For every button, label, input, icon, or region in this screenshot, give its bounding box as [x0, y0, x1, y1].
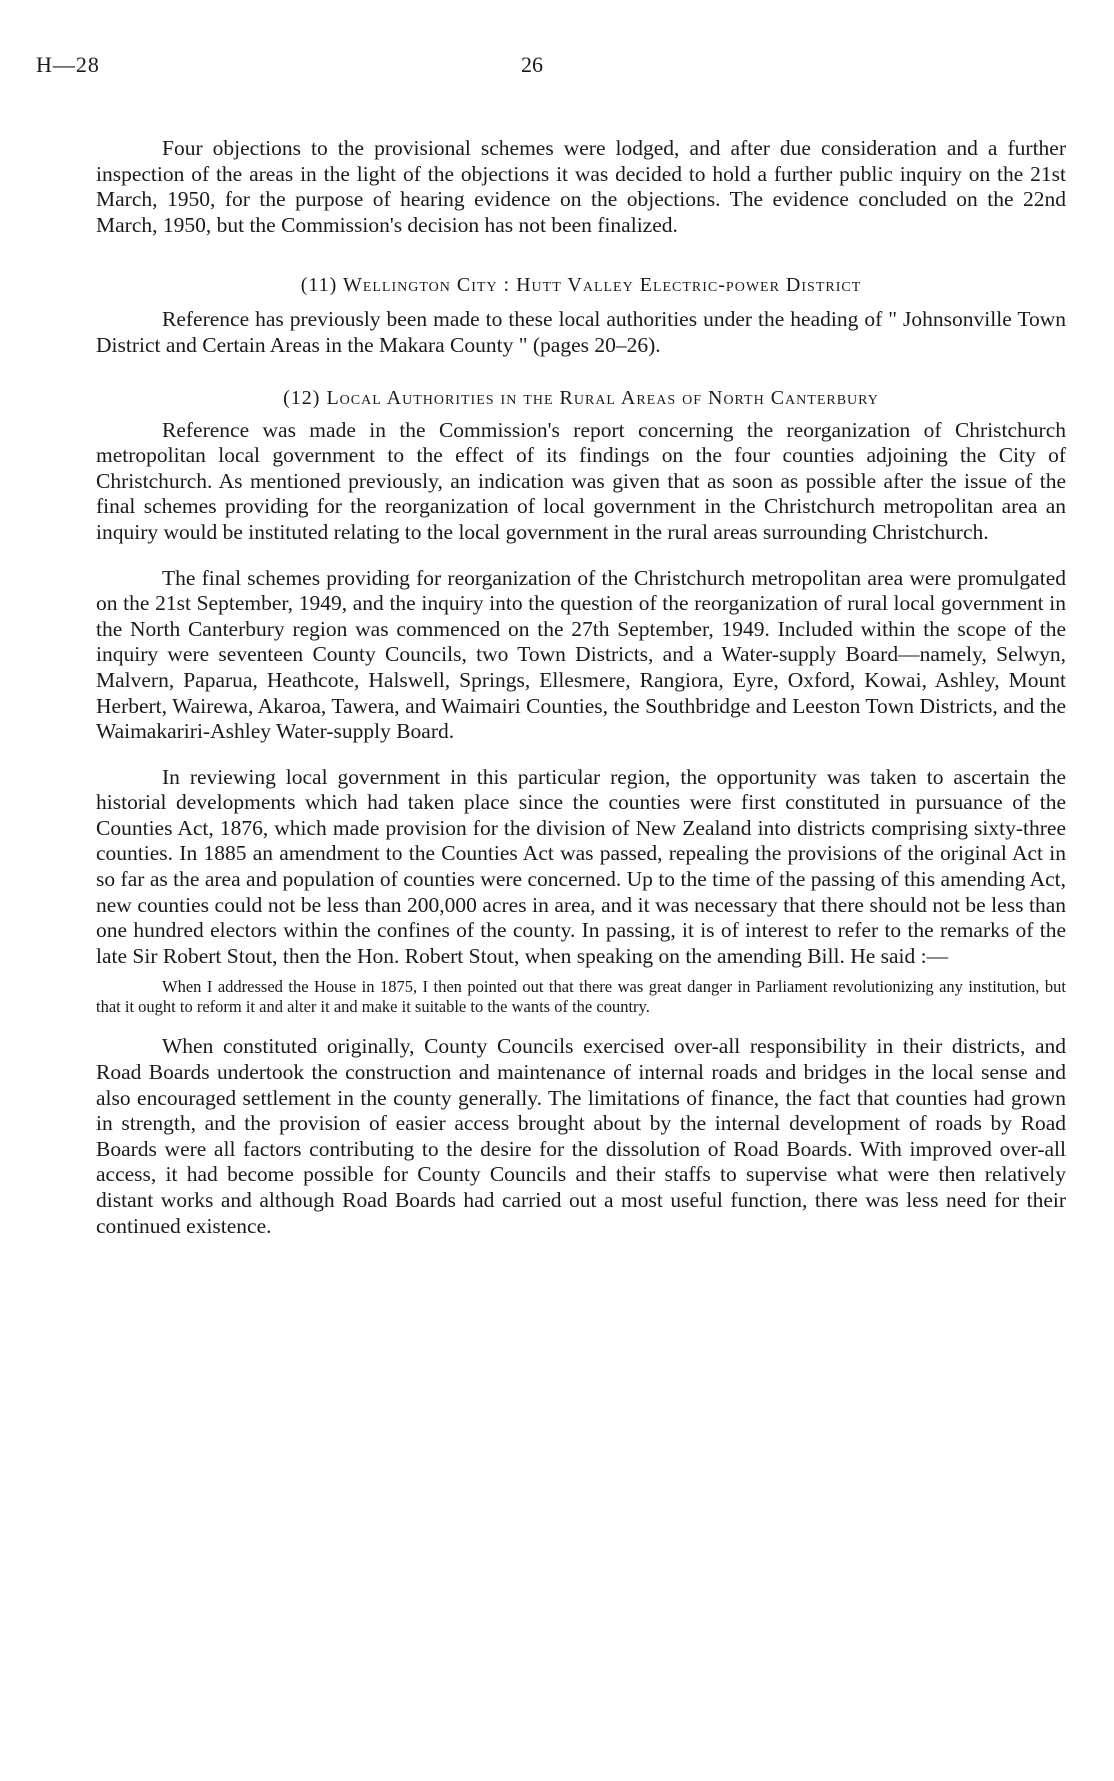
page-header [36, 52, 1066, 92]
paragraph-objections: Four objections to the provisional schemes were lodged, and after due consideration and a further inspection of the areas in the light of the objections it was decided to hold a further public inquiry on the 21st March, 1950, for the purpose of hearing evidence on the objections. The evidence concluded on the 22nd March, 1950, but the Commission's decision has not been finalized. [96, 136, 1066, 237]
section-heading-11: (11) Wellington City : Hutt Valley Electric-power District [300, 274, 862, 297]
paragraph-christchurch-report: Reference was made in the Commission's report concerning the reorganization of Christchurch metropolitan local government to the effect of its findings on the four counties adjoining the City of Christchurch. As mentioned previously, an indication was given that as soon as possible after the issue of the final schemes providing for the reorganization of local government in the Christchurch metropolitan area an inquiry would be instituted relating to the local government in the rural areas surrounding Christchurch. [96, 417, 1066, 544]
document-reference: H—28 [36, 52, 100, 77]
paragraph-reference-johnsonville: Reference has previously been made to these local authorities under the heading of " Johnsonville Town District and Certain Areas in the Makara County " (pages 20–26). [96, 307, 1066, 357]
paragraph-county-councils: When constituted originally, County Councils exercised over-all responsibility in their districts, and Road Boards undertook the construction and maintenance of internal roads and bridges in the local sense and also encouraged settlement in the county generally. The limitations of finance, the fact that counties had grown in strength, and the provision of easier access brought about by the internal development of roads by Road Boards were all factors contributing to the desire for the dissolution of Road Boards. With improved over-all access, it had become possible for County Councils and their staffs to supervise what were then relatively distant works and although Road Boards had carried out a most useful function, there was less need for their continued existence. [96, 1034, 1066, 1238]
paragraph-counties-history: In reviewing local government in this particular region, the opportunity was taken to ascertain the historial developments which had taken place since the counties were first constituted in pursuance of the Counties Act, 1876, which made provision for the division of New Zealand into districts comprising sixty-three counties. In 1885 an amendment to the Counties Act was passed, repealing the provisions of the original Act in so far as the area and population of counties were concerned. Up to the time of the passing of this amending Act, new counties could not be less than 200,000 acres in area, and it was necessary that there should not be less than one hundred electors within the confines of the county. In passing, it is of interest to refer to the remarks of the late Sir Robert Stout, then the Hon. Robert Stout, when speaking on the amending Bill. He said :— [96, 764, 1066, 968]
section-heading-12: (12) Local Authorities in the Rural Areas of North Canterbury [283, 386, 879, 409]
paragraph-final-schemes: The final schemes providing for reorganization of the Christchurch metropolitan area were promulgated on the 21st September, 1949, and the inquiry into the question of the reorganization of rural local government in the North Canterbury region was commenced on the 27th September, 1949. Included within the scope of the inquiry were seventeen County Councils, two Town Districts, and a Water-supply Board—namely, Selwyn, Malvern, Paparua, Heathcote, Halswell, Springs, Ellesmere, Rangiora, Eyre, Oxford, Kowai, Ashley, Mount Herbert, Wairewa, Akaroa, Tawera, and Waimairi Counties, the Southbridge and Leeston Town Districts, and the Waimakariri-Ashley Water-supply Board. [96, 565, 1066, 744]
quotation-stout: When I addressed the House in 1875, I then pointed out that there was great danger in Parliament revolutionizing any institution, but that it ought to reform it and alter it and make it suitable to the wants of the country. [96, 977, 1066, 1016]
page-number: 26 [521, 52, 543, 77]
document-page [36, 52, 1066, 1239]
